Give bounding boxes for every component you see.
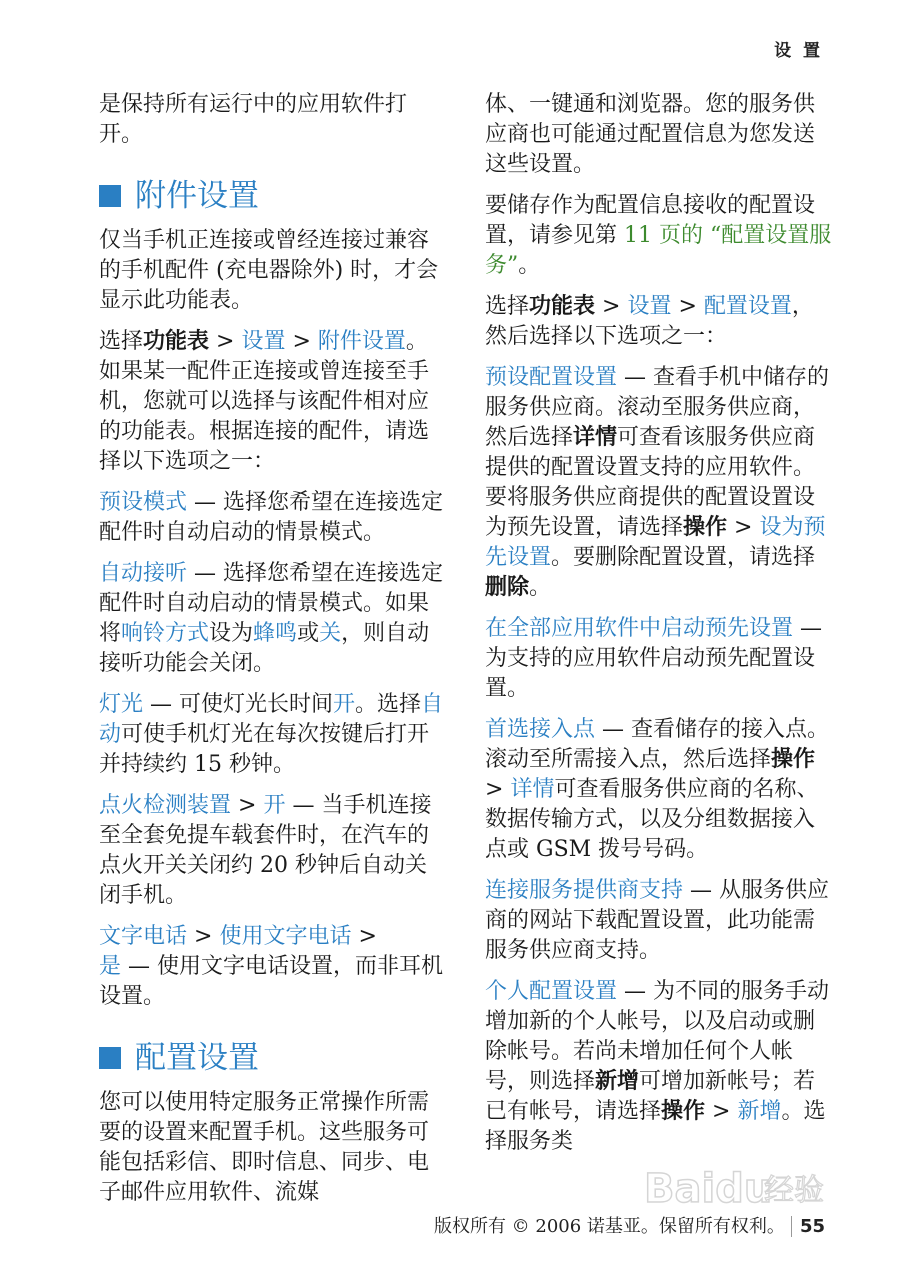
paragraph: 仅当手机正连接或曾经连接过兼容的手机配件 (充电器除外) 时，才会显示此功能表。 [99,228,439,313]
paragraph: 您可以使用特定服务正常操作所需要的设置来配置手机。这些服务可能包括彩信、即时信息、同步、电子邮件应用软件、流媒 [99,1090,430,1205]
right-column [485,90,833,1168]
menu-link-accessory-settings: 附件设置 [317,329,406,354]
page-footer [434,1212,825,1238]
paragraph: 选择功能表 > 设置 > 配置设置，然后选择以下选项之一： [485,294,814,349]
page-reference: 11 页的 “配置设置服务” [485,223,832,278]
option-item: 预设模式 — 选择您希望在连接选定配件时自动启动的情景模式。 [99,490,444,545]
intro-text: 是保持所有运行中的应用软件打开。 [99,92,408,147]
running-header: 设 置 [774,41,823,61]
baidu-watermark-logo [640,1158,830,1216]
svg-text:Baidu: Baidu [644,1166,773,1212]
menu-term: 功能表 [143,329,210,354]
section-heading-configuration: 配置设置 [99,1038,444,1078]
option-item: 文字电话 > 使用文字电话 > 是 — 使用文字电话设置，而非耳机设置。 [99,924,444,1009]
option-item: 点火检测装置 > 开 — 当手机连接至全套免提车载套件时，在汽车的点火开关关闭约 20 秒钟后自动关闭手机。 [99,793,432,908]
square-bullet-icon [99,185,121,207]
option-item: 自动接听 — 选择您希望在连接选定配件时自动启动的情景模式。如果将响铃方式设为蜂鸣或关，则自动接听功能会关闭。 [99,561,444,676]
option-item: 灯光 — 可使灯光长时间开。选择自动可使手机灯光在每次按键后打开并持续约 15 秒钟。 [99,692,444,777]
paragraph: 体、一键通和浏览器。您的服务供应商也可能通过配置信息为您发送这些设置。 [485,92,816,177]
page-number: 55 [791,1216,825,1237]
option-item: 个人配置设置 — 为不同的服务手动增加新的个人帐号，以及启动或删除帐号。若尚未增加任何个人帐号，则选择新增可增加新帐号；若已有帐号，请选择操作 > 新增。选择服务类 [485,979,830,1154]
svg-text:经验: 经验 [764,1173,824,1208]
copyright-text: 版权所有 © 2006 诺基亚。保留所有权利。 [433,1216,785,1237]
left-column [99,90,444,1219]
option-item: 在全部应用软件中启动预先设置 — 为支持的应用软件启动预先配置设置。 [485,616,823,701]
option-item: 连接服务提供商支持 — 从服务供应商的网站下载配置设置，此功能需服务供应商支持。 [485,878,830,963]
section-heading-accessories: 附件设置 [99,176,444,216]
option-item: 首选接入点 — 查看储存的接入点。滚动至所需接入点，然后选择操作 > 详情可查看服务供应商的名称、数据传输方式，以及分组数据接入点或 GSM 拨号号码。 [485,717,830,862]
paragraph: 选择功能表 > 设置 > 附件设置。如果某一配件正连接或曾连接至手机，您就可以选择与该配件相对应的功能表。根据连接的配件，请选择以下选项之一： [99,329,430,474]
square-bullet-icon [99,1047,121,1069]
option-item: 预设配置设置 — 查看手机中储存的服务供应商。滚动至服务供应商，然后选择详情可查看该服务供应商提供的配置设置支持的应用软件。要将服务供应商提供的配置设置设为预先设置，请选择操作 > 设为预先设置。要删除配置设置，请选择删除。 [485,365,830,600]
menu-link-settings: 设置 [241,329,286,354]
paragraph: 要储存作为配置信息接收的配置设置，请参见第 11 页的 “配置设置服务”。 [485,193,832,278]
